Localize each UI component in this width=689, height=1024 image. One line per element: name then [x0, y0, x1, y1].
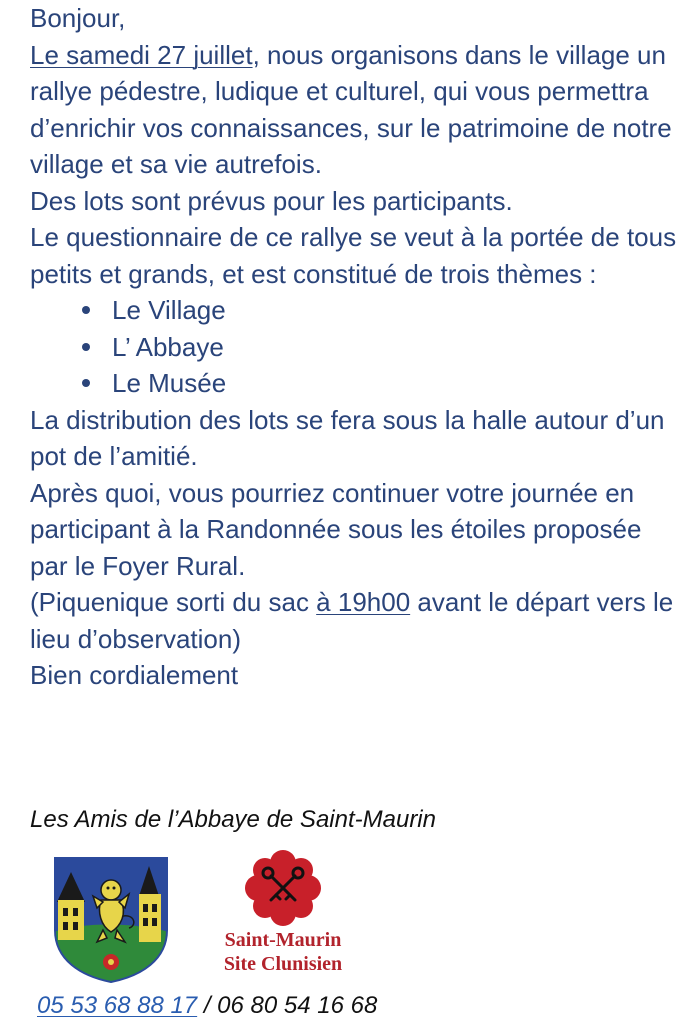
cluny-logo-line1: Saint-Maurin [224, 929, 342, 951]
theme-item-village: Le Village [82, 292, 680, 329]
paragraph-piquenique [30, 584, 680, 657]
cluny-keys-flower-icon [208, 850, 358, 926]
date-link[interactable]: Le samedi 27 juillet [30, 39, 253, 70]
paragraph-rallye-text: , nous organisons dans le village un rallye pédestre, ludique et culturel, qui vous permettra d’enrichir vos connaissances, sur le patrimoine de notre village et sa vie autrefois. [30, 39, 672, 179]
theme-item-abbaye: L’ Abbaye [82, 329, 680, 366]
paragraph-questionnaire: Le questionnaire de ce rallye se veut à la portée de tous petits et grands, et est constitué de trois thèmes : [30, 222, 677, 289]
message-body [30, 0, 680, 694]
paragraph-lots: Des lots sont prévus pour les participants. [30, 185, 513, 216]
phone-separator: / [197, 992, 218, 1019]
theme-item-musee: Le Musée [82, 365, 680, 402]
closing: Bien cordialement [30, 660, 239, 690]
themes-list [30, 292, 680, 402]
phone-2: 06 80 54 16 68 [217, 992, 378, 1019]
paragraph-distribution: La distribution des lots se fera sous la halle autour d’un pot de l’amitié. [30, 404, 665, 471]
piquenique-after: avant le départ vers le lieu d’observation) [30, 587, 674, 654]
cluny-logo [208, 850, 358, 982]
phone-line [37, 992, 377, 1020]
cluny-logo-line2: Site Clunisien [223, 953, 343, 975]
signature-name: Les Amis de l’Abbaye de Saint-Maurin [30, 806, 436, 833]
piquenique-before: (Piquenique sorti du sac [30, 587, 317, 617]
greeting: Bonjour, [30, 3, 126, 33]
village-coat-of-arms-icon [53, 856, 169, 984]
phone-link-1[interactable]: 05 53 68 88 17 [37, 992, 198, 1019]
paragraph-randonnee: Après quoi, vous pourriez continuer votre journée en participant à la Randonnée sous les étoiles proposée par le Foyer Rural. [30, 477, 642, 581]
time-link[interactable]: à 19h00 [316, 587, 411, 617]
paragraph-rallye [30, 37, 680, 183]
